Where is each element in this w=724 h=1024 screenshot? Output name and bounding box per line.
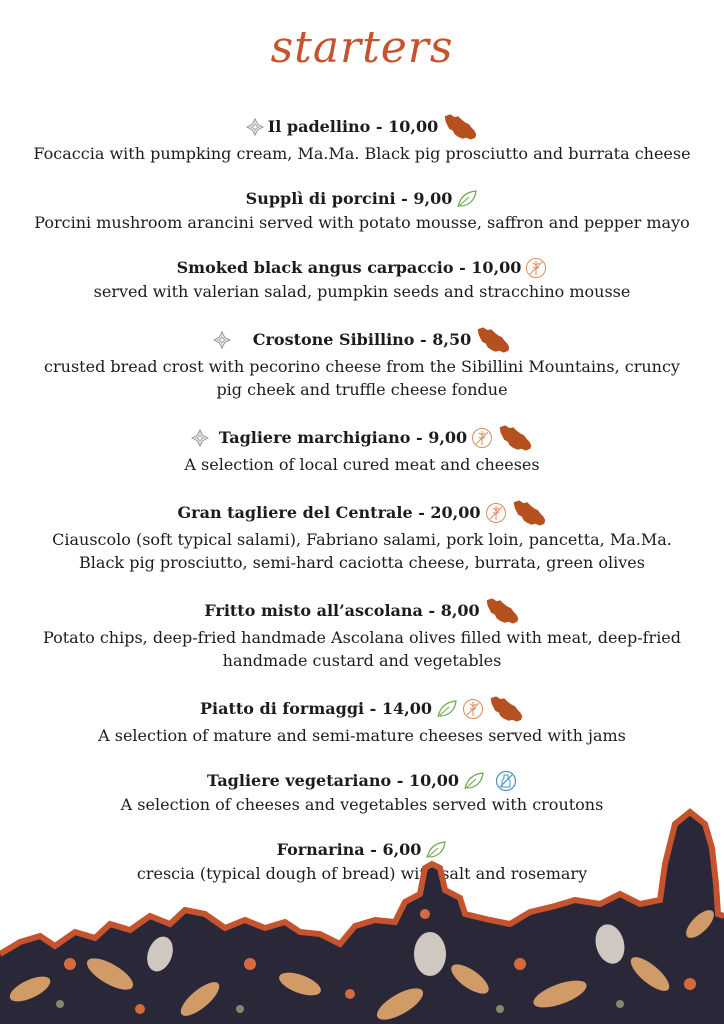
item-name: Tagliere marchigiano - 9,00 <box>218 428 468 447</box>
menu-item <box>0 325 724 401</box>
item-description: crescia (typical dough of bread) with salt and rosemary <box>136 864 588 883</box>
item-name: Il padellino - 10,00 <box>267 117 439 136</box>
item-description: crusted bread crost with pecorino cheese from the Sibillini Mountains, cruncy pig cheek and truffle cheese fondue <box>44 357 680 399</box>
item-description: A selection of cheeses and vegetables served with croutons <box>120 795 604 814</box>
item-name: Tagliere vegetariano - 10,00 <box>206 771 460 790</box>
item-description: Potato chips, deep-fried handmade Ascolana olives filled with meat, deep-fried handmade custard and vegetables <box>42 628 682 670</box>
item-name: Smoked black angus carpaccio - 10,00 <box>176 258 522 277</box>
item-name: Fornarina - 6,00 <box>276 840 422 859</box>
marche-region-icon <box>475 325 511 355</box>
gluten-free-icon <box>525 257 547 279</box>
diamond-flower-icon <box>246 118 264 136</box>
item-description: A selection of mature and semi-mature cheeses served with jams <box>98 726 626 745</box>
menu-item <box>0 256 724 303</box>
menu-item <box>0 423 724 476</box>
item-name: Gran tagliere del Centrale - 20,00 <box>177 503 481 522</box>
menu-title: starters <box>270 22 454 73</box>
marche-region-icon <box>442 112 478 142</box>
menu-item <box>0 187 724 234</box>
gluten-free-icon <box>485 502 507 524</box>
gluten-free-icon <box>471 427 493 449</box>
menu-item <box>0 596 724 672</box>
item-description: Focaccia with pumpking cream, Ma.Ma. Black pig prosciutto and burrata cheese <box>33 144 691 163</box>
item-name: Fritto misto all’ascolana - 8,00 <box>204 601 480 620</box>
item-description: served with valerian salad, pumpkin seeds and stracchino mousse <box>93 282 631 301</box>
menu-item <box>0 694 724 747</box>
menu-list <box>0 112 724 907</box>
leaf-icon <box>436 699 458 719</box>
marche-region-icon <box>497 423 533 453</box>
item-description: A selection of local cured meat and cheeses <box>184 455 540 474</box>
item-description: Porcini mushroom arancini served with potato mousse, saffron and pepper mayo <box>34 213 690 232</box>
menu-item <box>0 112 724 165</box>
diamond-flower-icon <box>213 331 231 349</box>
leaf-icon <box>463 771 485 791</box>
item-name: Crostone Sibillino - 8,50 <box>252 330 472 349</box>
item-description: Ciauscolo (soft typical salami), Fabriano salami, pork loin, pancetta, Ma.Ma. Black pig prosciutto, semi-hard caciotta cheese, burrata, green olives <box>52 530 672 572</box>
item-name: Supplì di porcini - 9,00 <box>245 189 453 208</box>
leaf-icon <box>456 189 478 209</box>
item-name: Piatto di formaggi - 14,00 <box>200 699 432 718</box>
gluten-free-icon <box>462 698 484 720</box>
town-skyline-illustration <box>0 804 724 1024</box>
marche-region-icon <box>488 694 524 724</box>
menu-item <box>0 498 724 574</box>
diamond-flower-icon <box>191 429 209 447</box>
marche-region-icon <box>484 596 520 626</box>
lactose-free-icon <box>495 770 517 792</box>
marche-region-icon <box>511 498 547 528</box>
